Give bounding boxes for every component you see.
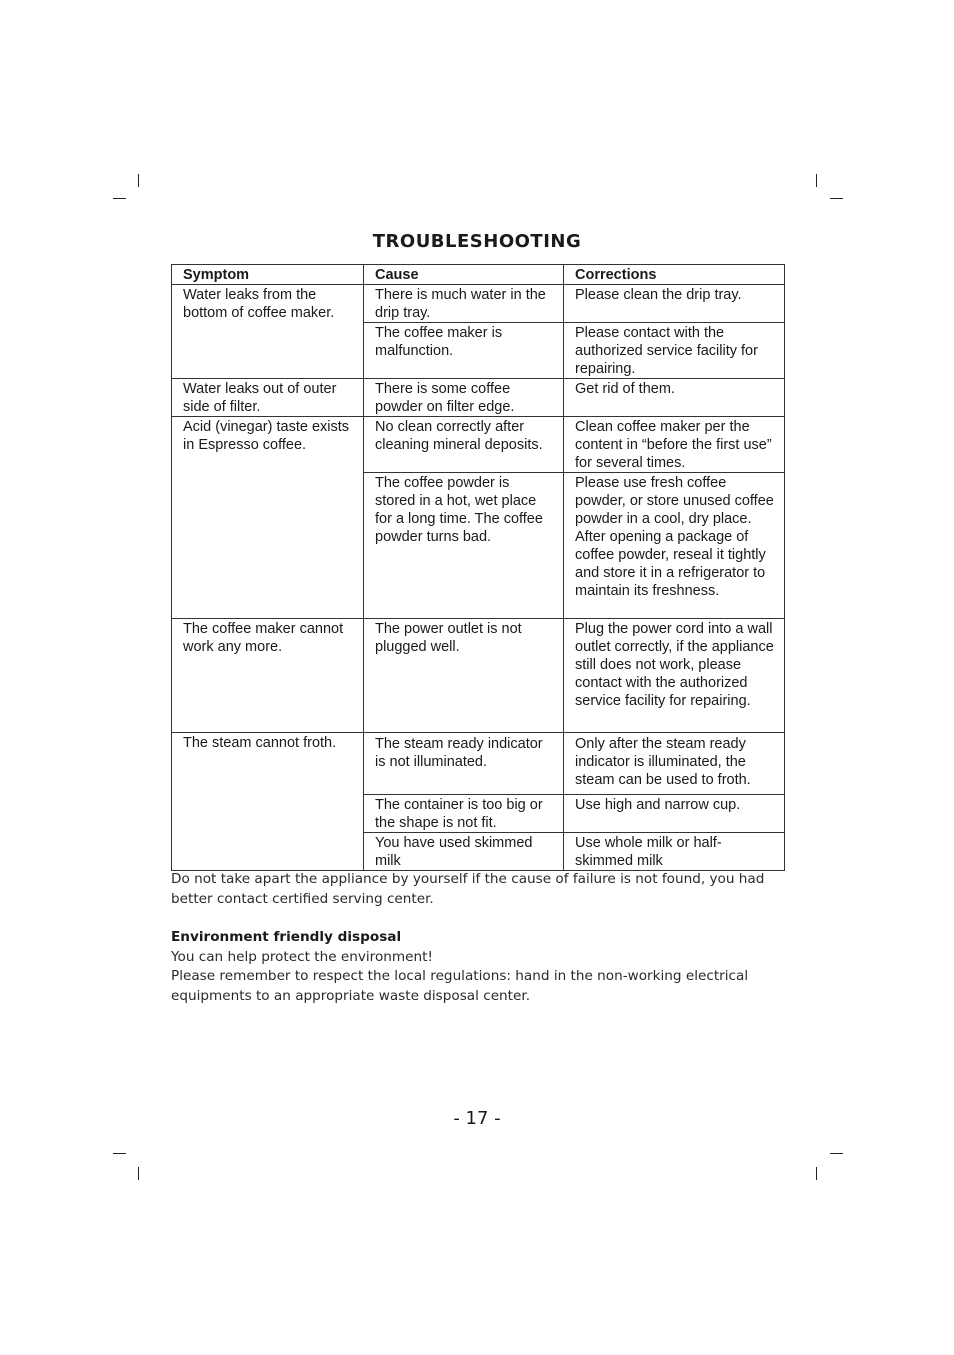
table-row <box>172 733 785 795</box>
crop-mark <box>113 198 126 199</box>
symptom-cell: Water leaks out of outer side of filter. <box>172 379 364 417</box>
crop-mark <box>830 198 843 199</box>
column-header-cause: Cause <box>364 265 564 285</box>
cause-cell: The steam ready indicator is not illuminated. <box>364 733 564 795</box>
disposal-line: You can help protect the environment! <box>171 948 433 965</box>
crop-mark <box>138 174 139 187</box>
table-row <box>172 619 785 733</box>
cause-cell: There is some coffee powder on filter edge. <box>364 379 564 417</box>
crop-mark <box>113 1153 126 1154</box>
crop-mark <box>830 1153 843 1154</box>
crop-mark <box>816 1167 817 1180</box>
disposal-section <box>171 928 791 1006</box>
disposal-line: Please remember to respect the local regulations: hand in the non-working electrical equipments to an appropriate waste disposal center. <box>171 968 749 1004</box>
correction-cell: Plug the power cord into a wall outlet correctly, if the appliance still does not work, please contact with the authorized service facility for repairing. <box>564 619 785 733</box>
crop-mark <box>138 1167 139 1180</box>
symptom-cell: Acid (vinegar) taste exists in Espresso coffee. <box>172 417 364 619</box>
correction-cell: Get rid of them. <box>564 379 785 417</box>
cause-cell: The coffee powder is stored in a hot, wet place for a long time. The coffee powder turns bad. <box>364 473 564 619</box>
cause-cell: The coffee maker is malfunction. <box>364 323 564 379</box>
cause-cell: You have used skimmed milk <box>364 833 564 871</box>
correction-cell: Please clean the drip tray. <box>564 285 785 323</box>
column-header-symptom: Symptom <box>172 265 364 285</box>
disposal-heading: Environment friendly disposal <box>171 929 402 945</box>
crop-mark <box>816 174 817 187</box>
correction-cell: Use whole milk or half-skimmed milk <box>564 833 785 871</box>
correction-cell: Only after the steam ready indicator is illuminated, the steam can be used to froth. <box>564 733 785 795</box>
service-note: Do not take apart the appliance by yourself if the cause of failure is not found, you had better contact certified serving center. <box>171 871 765 907</box>
symptom-cell: Water leaks from the bottom of coffee maker. <box>172 285 364 379</box>
cause-cell: The container is too big or the shape is not fit. <box>364 795 564 833</box>
page-number: - 17 - <box>453 1108 501 1129</box>
correction-cell: Clean coffee maker per the content in “before the first use” for several times. <box>564 417 785 473</box>
correction-cell: Use high and narrow cup. <box>564 795 785 833</box>
symptom-cell: The steam cannot froth. <box>172 733 364 871</box>
table-row <box>172 285 785 323</box>
cause-cell: There is much water in the drip tray. <box>364 285 564 323</box>
table-row <box>172 379 785 417</box>
column-header-corrections: Corrections <box>564 265 785 285</box>
cause-cell: The power outlet is not plugged well. <box>364 619 564 733</box>
page-title: TROUBLESHOOTING <box>372 231 582 252</box>
cause-cell: No clean correctly after cleaning mineral deposits. <box>364 417 564 473</box>
table-header-row <box>172 265 785 285</box>
correction-cell: Please contact with the authorized service facility for repairing. <box>564 323 785 379</box>
table-row <box>172 417 785 473</box>
troubleshooting-table <box>171 264 785 871</box>
correction-cell: Please use fresh coffee powder, or store unused coffee powder in a cool, dry place. After opening a package of coffee powder, reseal it tightly and store it in a refrigerator to maintain its freshness. <box>564 473 785 619</box>
symptom-cell: The coffee maker cannot work any more. <box>172 619 364 733</box>
